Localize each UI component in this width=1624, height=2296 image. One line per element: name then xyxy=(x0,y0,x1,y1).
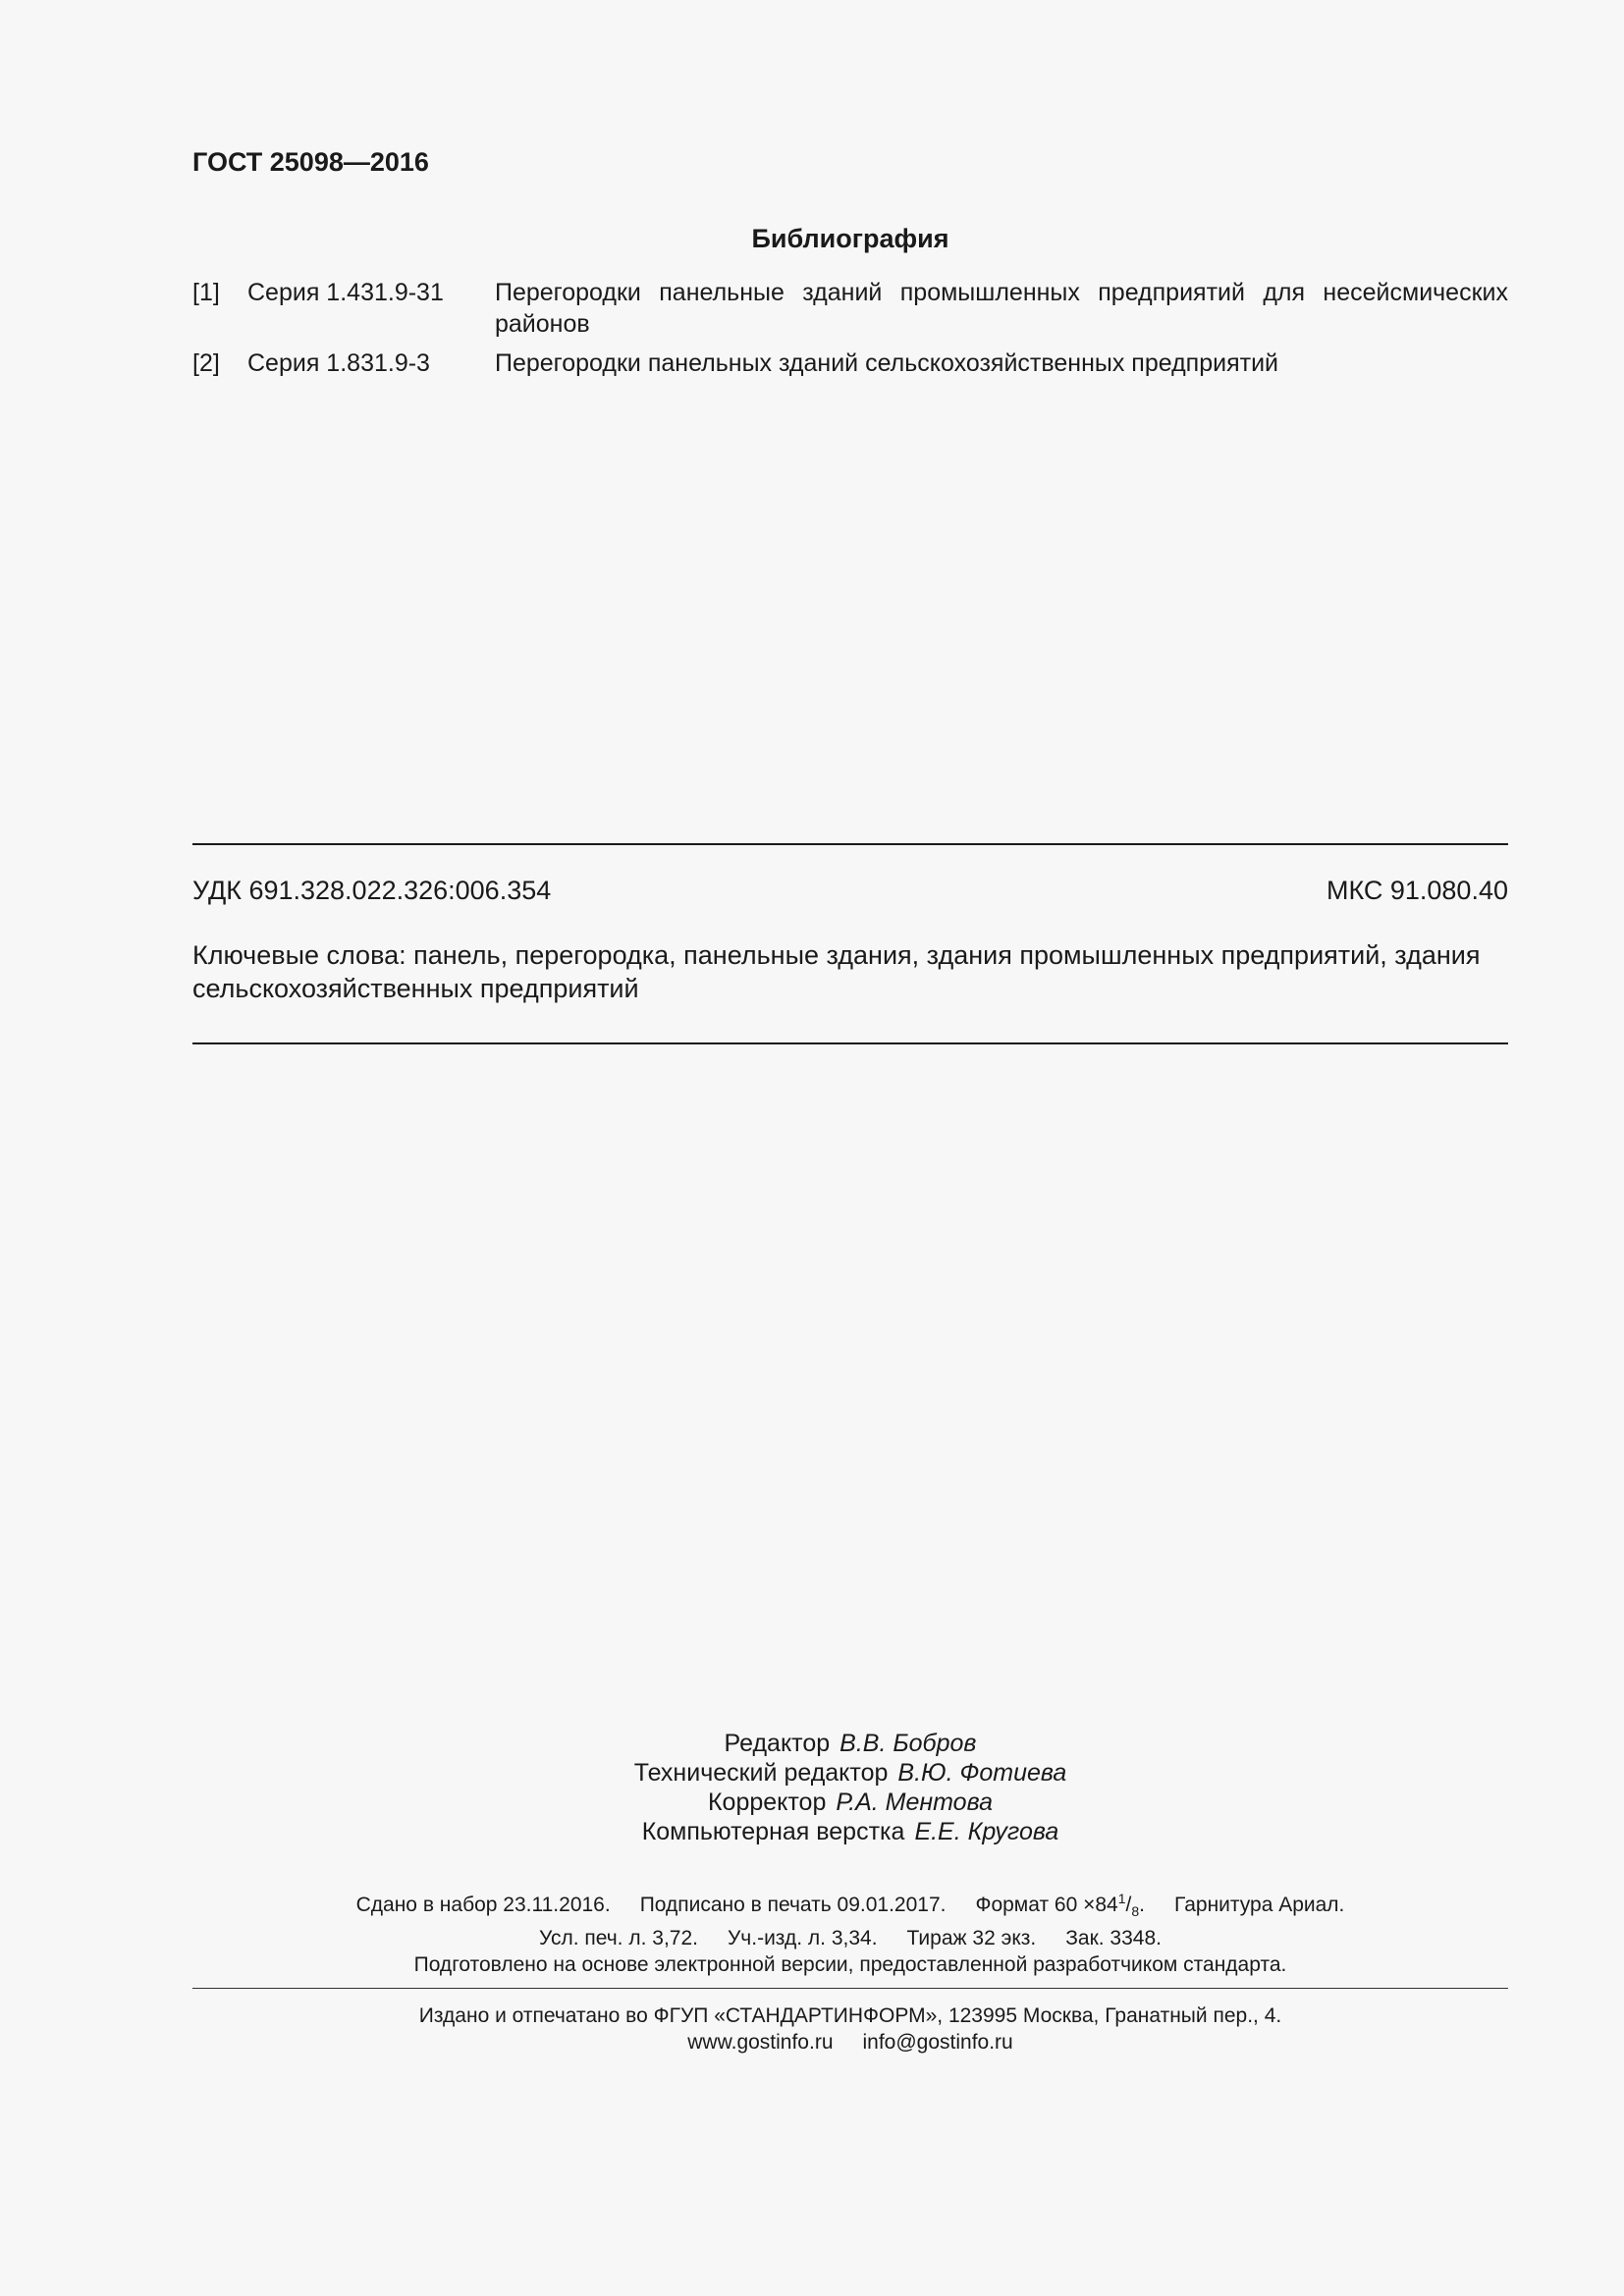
imprint-signed: Подписано в печать 09.01.2017. xyxy=(639,1894,947,1916)
bibliography-item-description: Перегородки панельные зданий промышленных предприятий для несейсмических районов xyxy=(495,279,1508,338)
bibliography-item-number: [1] xyxy=(192,279,220,306)
staff-role: Технический редактор xyxy=(633,1759,889,1787)
imprint-submitted: Сдано в набор 23.11.2016. xyxy=(355,1894,611,1916)
divider-top xyxy=(192,843,1508,845)
keywords: Ключевые слова: панель, перегородка, панельные здания, здания промышленных предприятий, здания сельскохозяйственных предприятий xyxy=(192,940,1481,1003)
imprint-pub-sheets: Уч.-изд. л. 3,34. xyxy=(727,1927,878,1950)
divider-bottom xyxy=(192,1042,1508,1044)
imprint-line-sheets xyxy=(192,1925,1508,1951)
imprint-line-dates xyxy=(192,1886,1508,1925)
mks-code: МКС 91.080.40 xyxy=(1326,876,1508,905)
bibliography-title: Библиография xyxy=(751,224,949,253)
staff-role: Корректор xyxy=(707,1789,827,1816)
staff-role: Компьютерная верстка xyxy=(641,1818,905,1845)
standard-number: ГОСТ 25098—2016 xyxy=(192,147,429,177)
publisher-info xyxy=(192,2002,1508,2056)
imprint-prepared: Подготовлено на основе электронной версии, предоставленной разработчиком стандарта. xyxy=(413,1953,1287,1977)
staff-line-tech-editor xyxy=(192,1758,1508,1788)
staff-name: Е.Е. Кругова xyxy=(914,1818,1059,1845)
staff-name: В.В. Бобров xyxy=(839,1730,977,1757)
publisher-contacts xyxy=(192,2029,1508,2056)
publisher-email-link[interactable]: info@gostinfo.ru xyxy=(862,2031,1013,2054)
bibliography-item-series: Серия 1.431.9-31 xyxy=(247,279,444,306)
staff-credits xyxy=(192,1729,1508,1846)
staff-line-editor xyxy=(192,1729,1508,1758)
staff-role: Редактор xyxy=(724,1730,831,1757)
udk-code: УДК 691.328.022.326:006.354 xyxy=(192,876,552,905)
imprint-typeface: Гарнитура Ариал. xyxy=(1174,1894,1345,1916)
bibliography-item xyxy=(192,347,1508,379)
imprint-format: Формат $60 \times 84^1/_8$. xyxy=(975,1891,1146,1920)
staff-line-layout xyxy=(192,1817,1508,1846)
bibliography-item xyxy=(192,277,1508,340)
bibliography-item-series: Серия 1.831.9-3 xyxy=(247,349,430,377)
staff-line-proofreader xyxy=(192,1788,1508,1817)
imprint-order: Зак. 3348. xyxy=(1065,1927,1162,1950)
publisher-address: Издано и отпечатано во ФГУП «СТАНДАРТИНФОРМ», 123995 Москва, Гранатный пер., 4. xyxy=(418,2004,1282,2027)
imprint-run: Тираж 32 экз. xyxy=(906,1927,1037,1950)
publisher-website-link[interactable]: www.gostinfo.ru xyxy=(687,2031,834,2054)
imprint-print-sheets: Усл. печ. л. 3,72. xyxy=(539,1927,698,1950)
bibliography-item-description: Перегородки панельных зданий сельскохозяйственных предприятий xyxy=(495,349,1279,377)
imprint-details xyxy=(192,1886,1508,1978)
staff-name: В.Ю. Фотиева xyxy=(897,1759,1067,1787)
staff-name: Р.А. Ментова xyxy=(836,1789,993,1816)
bibliography-item-number: [2] xyxy=(192,349,220,377)
imprint-divider xyxy=(192,1988,1508,1989)
